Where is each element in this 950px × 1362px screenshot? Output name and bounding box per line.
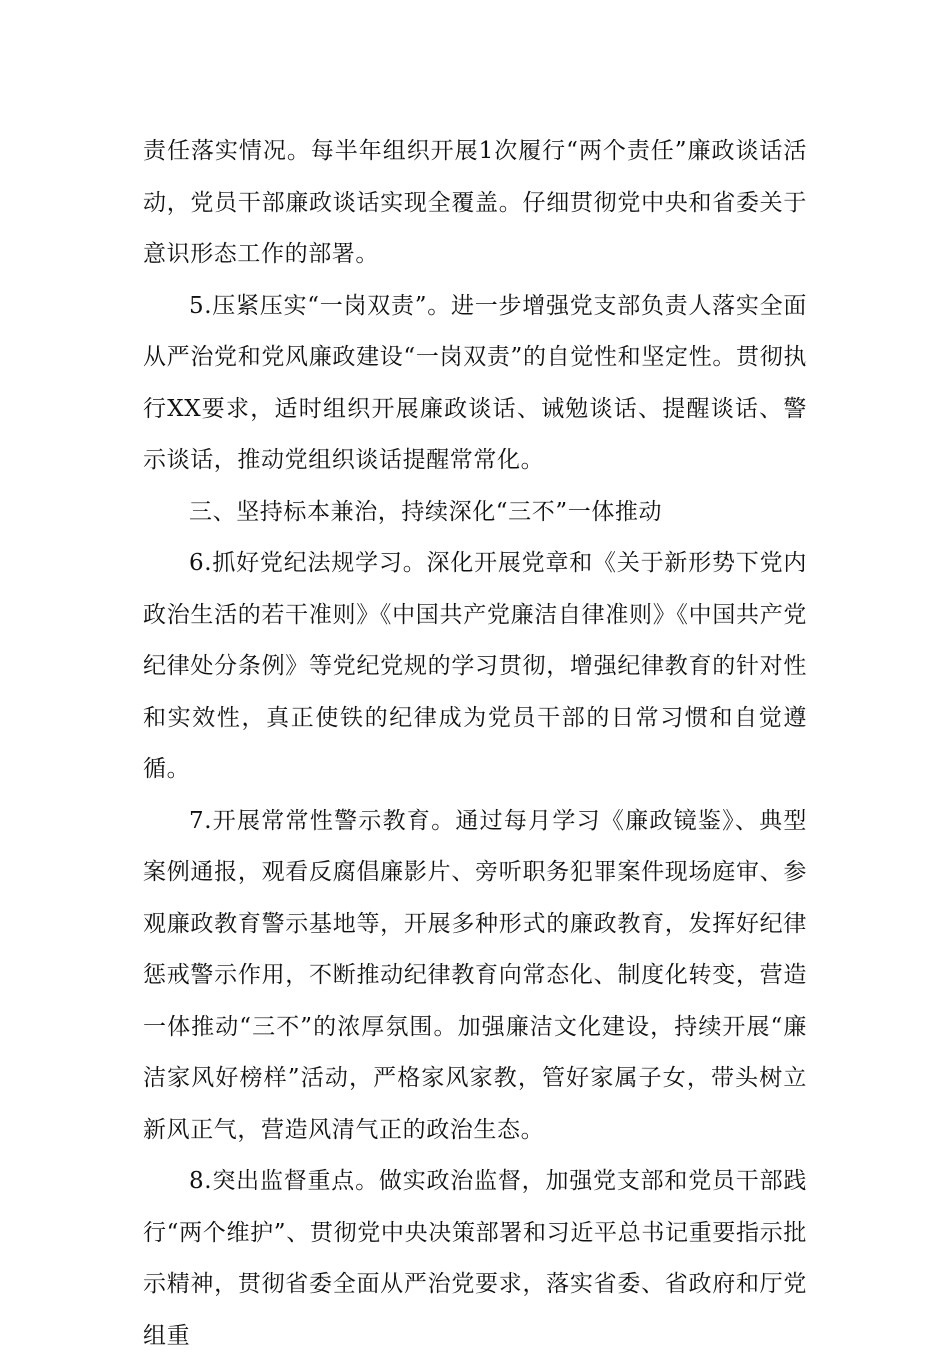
paragraph-item-5: 5.压紧压实“一岗双责”。进一步增强党支部负责人落实全面从严治党和党风廉政建设“一岗双责”的自觉性和坚定性。贯彻执行XX要求，适时组织开展廉政谈话、诫勉谈话、提醒谈话、警示谈话，推动党组织谈话提醒常常化。 xyxy=(143,292,807,473)
paragraph-item-6: 6.抓好党纪法规学习。深化开展党章和《关于新形势下党内政治生活的若干准则》《中国共产党廉洁自律准则》《中国共产党纪律处分条例》等党纪党规的学习贯彻，增强纪律教育的针对性和实效性，真正使铁的纪律成为党员干部的日常习惯和自觉遵循。 xyxy=(143,550,807,782)
paragraph-item-7: 7.开展常常性警示教育。通过每月学习《廉政镜鉴》、典型案例通报，观看反腐倡廉影片、旁听职务犯罪案件现场庭审、参观廉政教育警示基地等，开展多种形式的廉政教育，发挥好纪律惩戒警示作用，不断推动纪律教育向常态化、制度化转变，营造一体推动“三不”的浓厚氛围。加强廉洁文化建设，持续开展“廉洁家风好榜样”活动，严格家风家教，管好家属子女，带头树立新风正气，营造风清气正的政治生态。 xyxy=(143,807,807,1143)
document-page xyxy=(143,126,807,1362)
paragraph-item-8: 8.突出监督重点。做实政治监督，加强党支部和党员干部践行“两个维护”、贯彻党中央决策部署和习近平总书记重要指示批示精神，贯彻省委全面从严治党要求，落实省委、省政府和厅党组重 xyxy=(143,1168,807,1349)
paragraph-continued: 责任落实情况。每半年组织开展1次履行“两个责任”廉政谈话活动，党员干部廉政谈话实现全覆盖。仔细贯彻党中央和省委关于意识形态工作的部署。 xyxy=(143,138,807,267)
section-heading-3: 三、坚持标本兼治，持续深化“三不”一体推动 xyxy=(189,498,663,525)
